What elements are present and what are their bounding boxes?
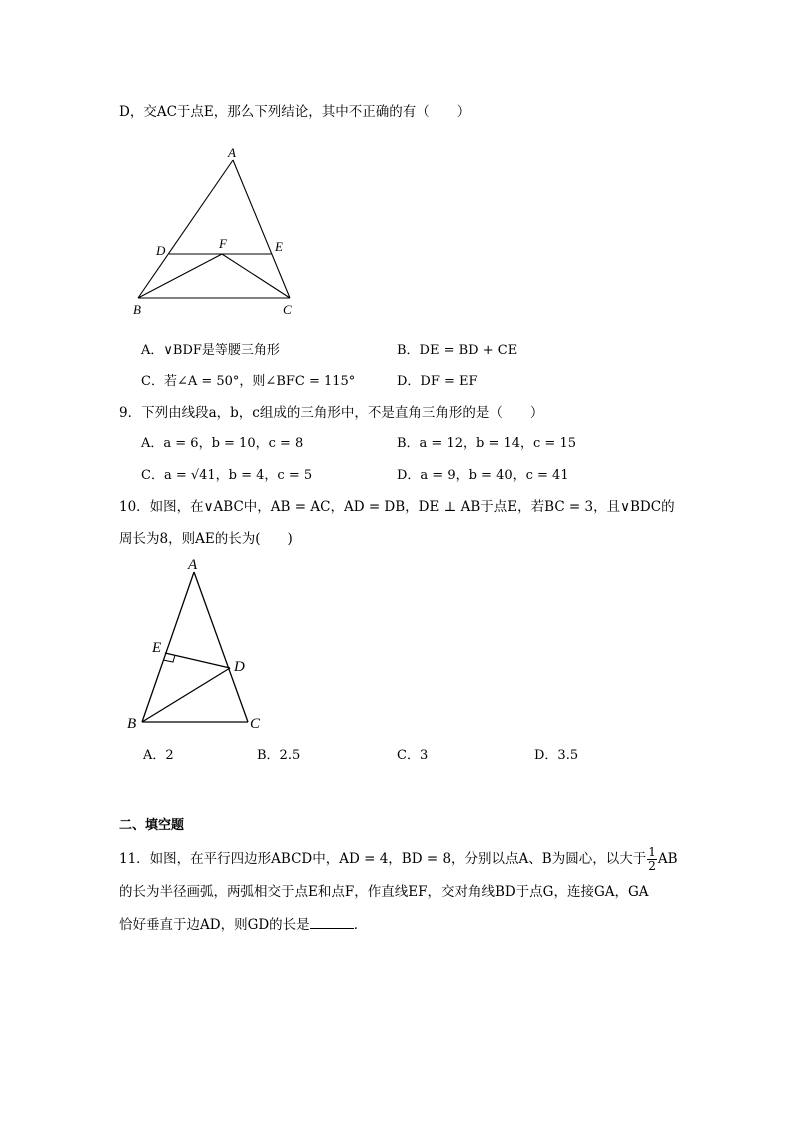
q10-side-ab (142, 572, 194, 722)
q11-line1-pre: 11．如图，在平行四边形ABCD中，AD = 4，BD = 8，分别以点A、B为圆心，以大于 (119, 851, 647, 867)
q8-figure (125, 140, 305, 322)
q10-label-a: A (188, 557, 198, 573)
q10-figure (122, 552, 282, 734)
q11-line1-post: AB (657, 851, 678, 867)
q11-line1 (119, 846, 678, 873)
q11-line3-post: ． (353, 917, 368, 933)
q8-label-e: E (275, 239, 283, 254)
q8-segment-cf (222, 254, 290, 298)
q10-side-ac (194, 572, 248, 722)
q8-option-b[interactable]: B．DE = BD + CE (397, 343, 518, 358)
section-title-fill-in: 二、填空题 (119, 818, 185, 833)
q9-option-a[interactable]: A．a = 6，b = 10，c = 8 (141, 436, 304, 451)
q8-label-c: C (283, 302, 292, 317)
q11-frac-num: 1 (648, 845, 656, 859)
q9-stem: 9．下列由线段a，b，c组成的三角形中，不是直角三角形的是（ ） (119, 405, 544, 421)
q8-segment-bf (138, 254, 222, 298)
q8-label-f: F (219, 236, 227, 251)
q9-option-b[interactable]: B．a = 12，b = 14，c = 15 (397, 436, 577, 451)
q10-label-d: D (234, 659, 245, 675)
q11-frac-den: 2 (648, 859, 656, 873)
q10-stem-line2: 周长为8，则AE的长为( ) (119, 531, 293, 547)
q11-fraction (647, 846, 657, 873)
q10-option-d[interactable]: D．3.5 (534, 748, 579, 763)
q8-label-a: A (228, 145, 236, 160)
q8-label-d: D (156, 243, 166, 258)
q9-option-d[interactable]: D．a = 9，b = 40，c = 41 (397, 468, 569, 483)
q10-option-c[interactable]: C．3 (397, 748, 429, 763)
q11-line3 (119, 914, 367, 935)
q8-option-c[interactable]: C．若∠A = 50°，则∠BFC = 115° (141, 374, 356, 389)
q10-label-e: E (152, 640, 162, 656)
q8-option-a[interactable]: A．∨BDF是等腰三角形 (141, 343, 280, 358)
q11-line3-pre: 恰好垂直于边AD，则GD的长是 (119, 917, 310, 933)
q9-option-c[interactable]: C．a = √41，b = 4，c = 5 (141, 468, 313, 483)
q10-option-b[interactable]: B．2.5 (257, 748, 301, 763)
q11-line2: 的长为半径画弧，两弧相交于点E和点F，作直线EF，交对角线BD于点G，连接GA，GA (119, 884, 649, 900)
q8-stem-tail: D，交AC于点E，那么下列结论，其中不正确的有（ ） (119, 104, 471, 120)
q8-option-d[interactable]: D．DF = EF (397, 374, 478, 389)
q8-side-ac (233, 160, 290, 298)
q8-side-ab (138, 160, 233, 298)
q10-stem-line1: 10．如图，在∨ABC中，AB = AC，AD = DB，DE ⊥ AB于点E，若BC = 3，且∨BDC的 (119, 499, 675, 515)
q10-label-c: C (250, 716, 261, 732)
q10-label-b: B (127, 716, 137, 732)
q10-option-a[interactable]: A．2 (143, 748, 174, 763)
q11-answer-blank[interactable] (310, 914, 354, 929)
q8-label-b: B (133, 302, 141, 317)
q10-segment-bd (142, 668, 230, 722)
